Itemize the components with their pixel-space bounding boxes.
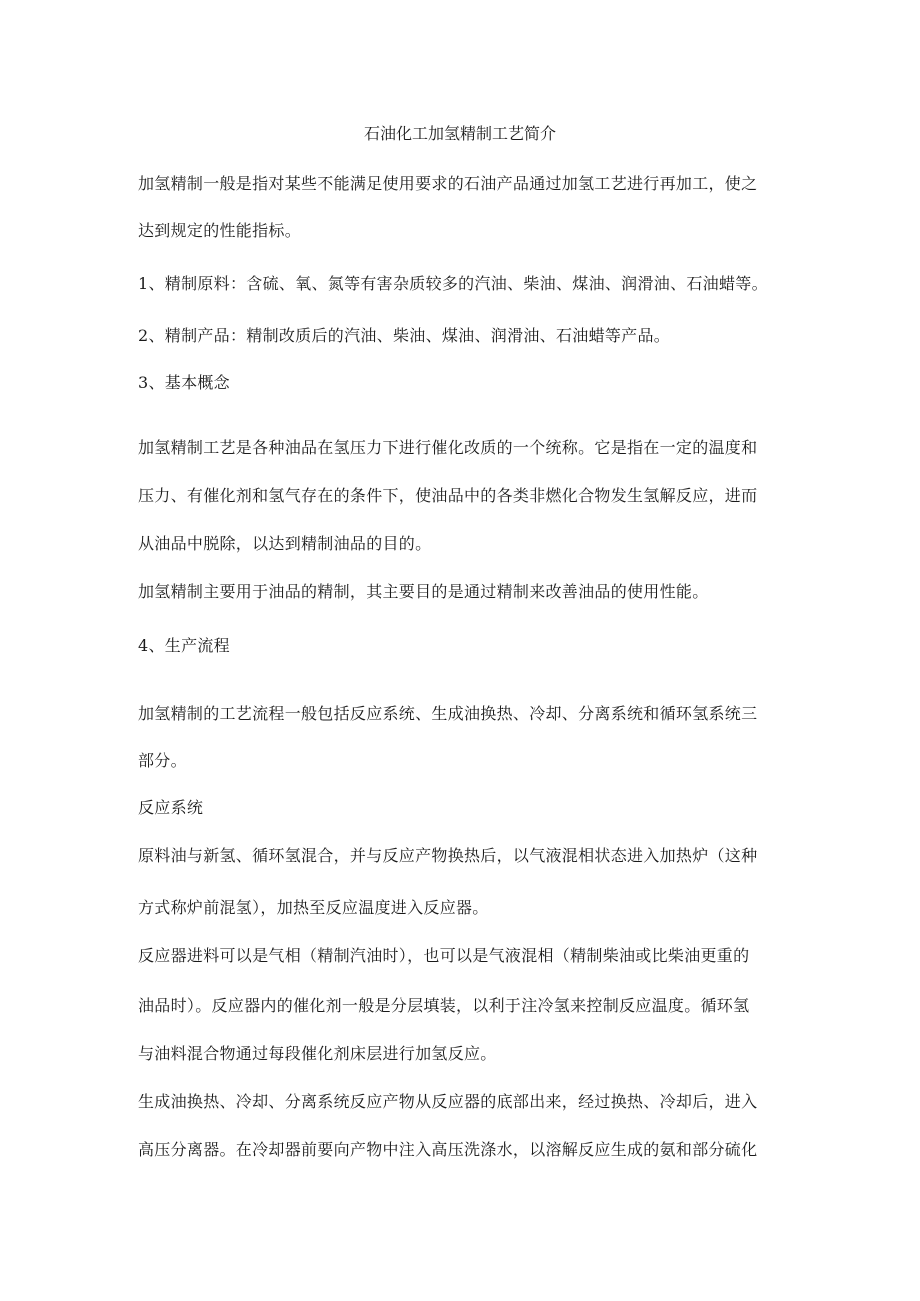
- section-heading: 4、生产流程: [138, 636, 230, 655]
- paragraph-line: 方式称炉前混氢），加热至反应温度进入反应器。: [138, 898, 489, 917]
- section-heading: 3、基本概念: [138, 373, 230, 392]
- paragraph-line: 部分。: [138, 751, 187, 770]
- paragraph-line: 加氢精制一般是指对某些不能满足使用要求的石油产品通过加氢工艺进行再加工，使之: [138, 174, 758, 193]
- document-title: 石油化工加氢精制工艺简介: [363, 124, 556, 143]
- paragraph-line: 加氢精制工艺是各种油品在氢压力下进行催化改质的一个统称。它是指在一定的温度和: [138, 438, 758, 457]
- paragraph-line: 2、精制产品：精制改质后的汽油、柴油、煤油、润滑油、石油蜡等产品。: [138, 326, 671, 345]
- paragraph-line: 从油品中脱除，以达到精制油品的目的。: [138, 534, 432, 553]
- paragraph-line: 与油料混合物通过每段催化剂床层进行加氢反应。: [138, 1044, 497, 1063]
- paragraph-line: 达到规定的性能指标。: [138, 221, 302, 240]
- paragraph-line: 加氢精制的工艺流程一般包括反应系统、生成油换热、冷却、分离系统和循环氢系统三: [138, 704, 758, 723]
- subsection-heading: 反应系统: [138, 798, 204, 817]
- paragraph-line: 原料油与新氢、循环氢混合，并与反应产物换热后，以气液混相状态进入加热炉（这种: [138, 846, 758, 865]
- paragraph-line: 加氢精制主要用于油品的精制，其主要目的是通过精制来改善油品的使用性能。: [138, 582, 709, 601]
- paragraph-line: 高压分离器。在冷却器前要向产物中注入高压洗涤水，以溶解反应生成的氨和部分硫化: [138, 1140, 758, 1159]
- paragraph-line: 反应器进料可以是气相（精制汽油时），也可以是气液混相（精制柴油或比柴油更重的: [138, 946, 750, 965]
- paragraph-line: 压力、有催化剂和氢气存在的条件下，使油品中的各类非燃化合物发生氢解反应，进而: [138, 486, 758, 505]
- paragraph-line: 1、精制原料：含硫、氧、氮等有害杂质较多的汽油、柴油、煤油、润滑油、石油蜡等。: [138, 274, 768, 293]
- paragraph-line: 油品时）。反应器内的催化剂一般是分层填装，以利于注冷氢来控制反应温度。循环氢: [138, 996, 750, 1015]
- paragraph-line: 生成油换热、冷却、分离系统反应产物从反应器的底部出来，经过换热、冷却后，进入: [138, 1092, 758, 1111]
